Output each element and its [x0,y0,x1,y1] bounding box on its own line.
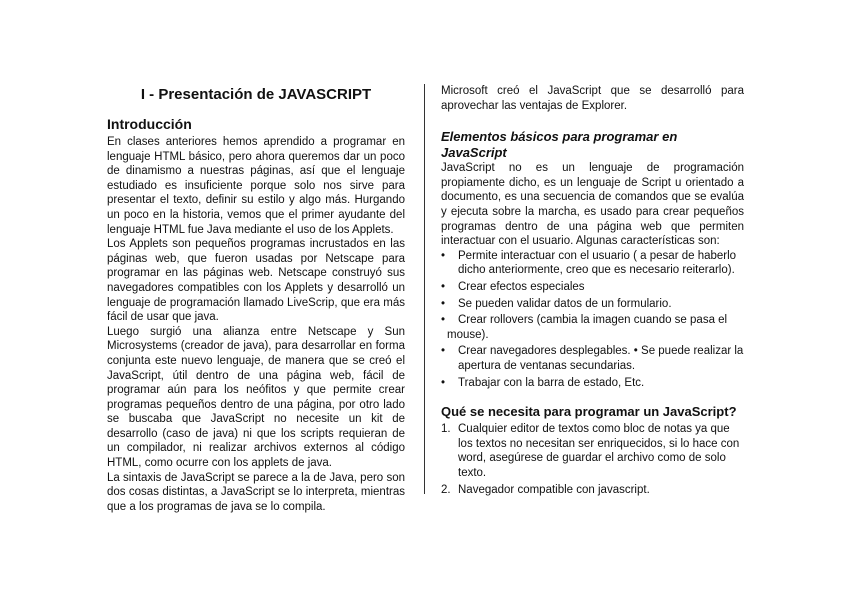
intro-paragraph-2: Los Applets son pequeños programas incrustados en las páginas web, que fueron usadas por Netscape para programar en las páginas web. Netscape construyó sus navegadores compatibles con los Applets y desarrolló un lenguaje de programación llamado LiveScrip, que era más fácil de usar que java. [107,238,405,324]
column-divider [424,84,425,494]
section-heading-introduccion: Introducción [107,116,192,132]
bullet-icon: • [441,297,446,310]
page-title: I - Presentación de JAVASCRIPT [140,86,372,103]
list-item: • Trabajar con la barra de estado, Etc. [441,376,645,389]
step-number: 2. [441,484,451,497]
features-list [441,249,744,390]
bullet-icon: • [441,249,446,262]
elements-heading: Elementos básicos para programar en JavaScript [441,129,678,161]
list-item: • Permite interactuar con el usuario ( a pesar de haberlo dicho anteriormente, creo que es necesario reiterarlo). [441,249,737,277]
list-item: • Crear rollovers (cambia la imagen cuando se pasa el mouse). [441,314,728,341]
continuation-paragraph: Microsoft creó el JavaScript que se desarrolló para aprovechar las ventajas de Explorer. [441,85,744,112]
list-item: • Crear efectos especiales [441,280,585,293]
elements-paragraph: JavaScript no es un lenguaje de programación propiamente dicho, es un lenguaje de Script u orientado a documento, es una secuencia de comandos que se evalúa y ejecuta sobre la marcha, es usado para crear pequeños programas dentro de una página web que permiten interactuar con el usuario. Algunas características son: [441,162,744,248]
intro-paragraph-4: La sintaxis de JavaScript se parece a la de Java, pero son dos cosas distintas, a JavaScript se lo interpreta, mientras que a los programas de java se lo compila. [107,471,405,513]
list-item: 2. Navegador compatible con javascript. [441,484,650,497]
bullet-icon: • [441,376,446,389]
right-column [441,84,744,501]
intro-paragraph-3: Luego surgió una alianza entre Netscape y Sun Microsystems (creador de java), para desarrollar en forma conjunta este nuevo lenguaje, de manera que se creó el JavaScript, útil dentro de una página web, fácil de programar aún para los neófitos y que permite crear programas pequeños dentro de una página, por otro lado se buscaba que JavaScript no necesite un kit de desarrollo (caso de java) ni que los scripts requieran de un compilador, ni realizar archivos externos al código HTML, como ocurre con los applets de java. [107,325,405,470]
bullet-icon: • [441,345,446,358]
list-item: 1. Cualquier editor de textos como bloc de notas ya que los textos no necesitan ser enriquecidos, si lo hace con word, asegúrese de guardar el archivo como de solo texto. [441,423,740,479]
list-item: • Crear navegadores desplegables. • Se puede realizar la apertura de ventanas secundarias. [441,345,744,372]
left-column [107,84,405,514]
bullet-icon: • [441,280,446,293]
list-item: • Se pueden validar datos de un formulario. [441,297,672,310]
intro-paragraph-1: En clases anteriores hemos aprendido a programar en lenguaje HTML básico, pero ahora queremos dar un poco de dinamismo a nuestras páginas, así que el lenguaje estudiado es insuficiente porque solo nos sirve para presentar el texto, definir su estilo y algo más. Hurgando un poco en la historia, vemos que el primer ayudante del lenguaje HTML fue Java mediante el uso de los Applets. [107,136,405,236]
bullet-icon: • [441,314,446,327]
requirements-list [441,422,744,498]
requirements-heading: Qué se necesita para programar un JavaScript? [441,404,737,420]
step-number: 1. [441,423,451,436]
